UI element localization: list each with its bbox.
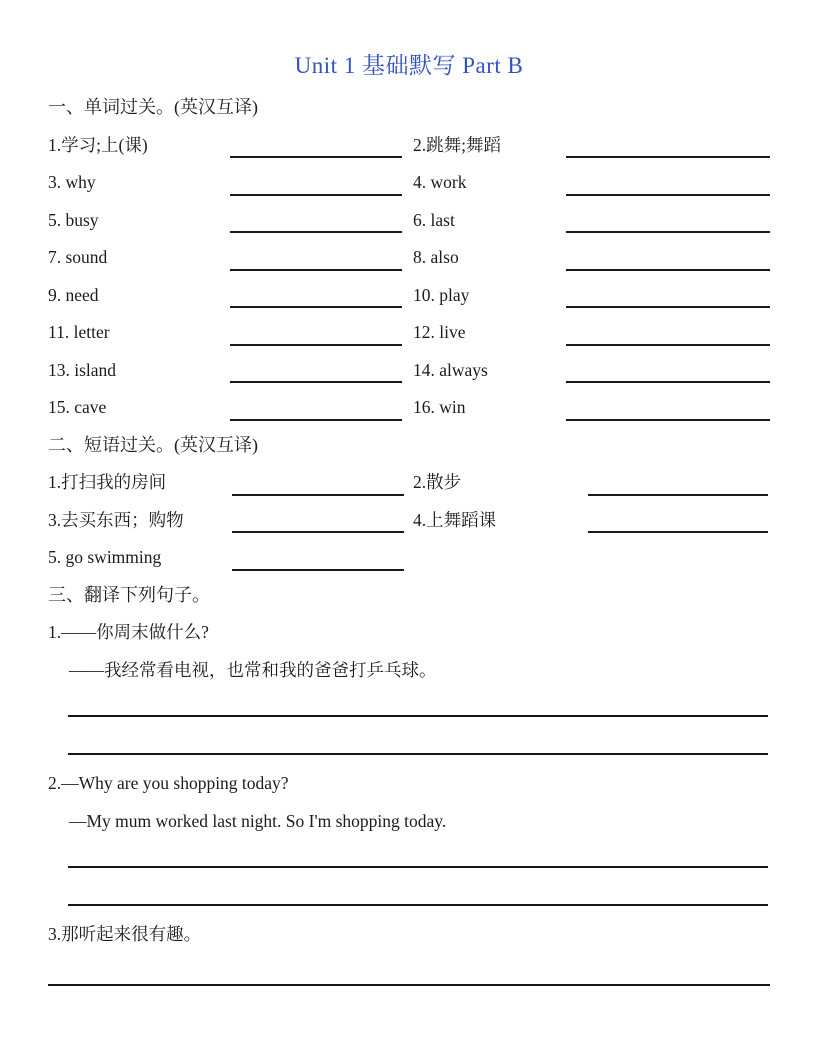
word-item-label: 8. also	[413, 247, 459, 267]
phrase-answer-blank	[232, 569, 404, 571]
word-answer-blank	[230, 231, 402, 233]
phrase-answer-blank	[232, 494, 404, 496]
word-row	[48, 277, 770, 315]
word-row	[48, 164, 770, 202]
word-item-label: 11. letter	[48, 322, 110, 342]
phrase-item-label: 4.上舞蹈课	[413, 509, 497, 530]
word-item-label: 14. always	[413, 359, 488, 380]
phrase-item-label: 5. go swimming	[48, 547, 162, 567]
word-answer-blank	[566, 419, 770, 421]
sentence-item	[48, 765, 770, 906]
answer-line	[48, 954, 770, 986]
word-answer-blank	[566, 344, 770, 346]
word-row	[48, 127, 770, 165]
phrase-item-label: 1.打扫我的房间	[48, 472, 167, 492]
word-answer-blank	[566, 269, 770, 271]
word-answer-blank	[566, 156, 770, 158]
word-row	[48, 239, 770, 277]
word-item-label: 5. busy	[48, 209, 99, 230]
phrase-answer-blank	[232, 531, 404, 533]
phrase-answer-blank	[588, 494, 768, 496]
word-row	[48, 352, 770, 390]
answer-line	[68, 840, 768, 868]
word-item-label: 12. live	[413, 322, 466, 342]
sentence-line: 1.——你周末做什么?	[48, 622, 209, 642]
answer-line	[68, 868, 768, 906]
word-answer-blank	[230, 344, 402, 346]
word-row	[48, 202, 770, 240]
word-item-label: 7. sound	[48, 247, 108, 267]
word-item-label: 9. need	[48, 284, 99, 305]
sentence-line: 3.那听起来很有趣。	[48, 924, 202, 944]
word-answer-blank	[566, 306, 770, 308]
word-item-label: 3. why	[48, 172, 96, 192]
word-answer-blank	[566, 194, 770, 196]
phrase-item-label: 3.去买东西；购物	[48, 509, 184, 530]
sentence-item	[48, 614, 770, 755]
word-row	[48, 314, 770, 352]
phrases-block	[48, 464, 770, 577]
word-item-label: 6. last	[413, 209, 455, 230]
sentence-item	[48, 916, 770, 986]
sentence-line: —My mum worked last night. So I'm shopping today.	[69, 810, 447, 831]
word-answer-blank	[230, 306, 402, 308]
word-item-label: 10. play	[413, 284, 470, 305]
sentence-line: ——我经常看电视，也常和我的爸爸打乒乓球。	[69, 659, 437, 680]
phrase-item-label: 2.散步	[413, 472, 462, 492]
word-item-label: 15. cave	[48, 397, 107, 417]
phrase-row	[48, 502, 770, 540]
section-phrases-heading: 二、短语过关。(英汉互译)	[48, 434, 258, 455]
word-row	[48, 389, 770, 427]
section-sentences-heading: 三、翻译下列句子。	[48, 584, 210, 605]
page-title: Unit 1 基础默写 Part B	[294, 53, 524, 78]
word-answer-blank	[230, 381, 402, 383]
word-item-label: 1.学习;上(课)	[48, 134, 148, 155]
word-answer-blank	[230, 419, 402, 421]
word-item-label: 16. win	[413, 397, 466, 417]
word-item-label: 4. work	[413, 172, 467, 192]
answer-line	[68, 689, 768, 717]
word-item-label: 13. island	[48, 359, 117, 380]
word-answer-blank	[230, 269, 402, 271]
phrase-row	[48, 464, 770, 502]
word-answer-blank	[566, 231, 770, 233]
phrase-answer-blank	[588, 531, 768, 533]
phrase-row	[48, 539, 770, 577]
word-answer-blank	[566, 381, 770, 383]
word-answer-blank	[230, 156, 402, 158]
answer-line	[68, 717, 768, 755]
sentence-line: 2.—Why are you shopping today?	[48, 773, 289, 793]
word-item-label: 2.跳舞;舞蹈	[413, 134, 501, 155]
section-words-heading: 一、单词过关。(英汉互译)	[48, 97, 258, 117]
word-answer-blank	[230, 194, 402, 196]
